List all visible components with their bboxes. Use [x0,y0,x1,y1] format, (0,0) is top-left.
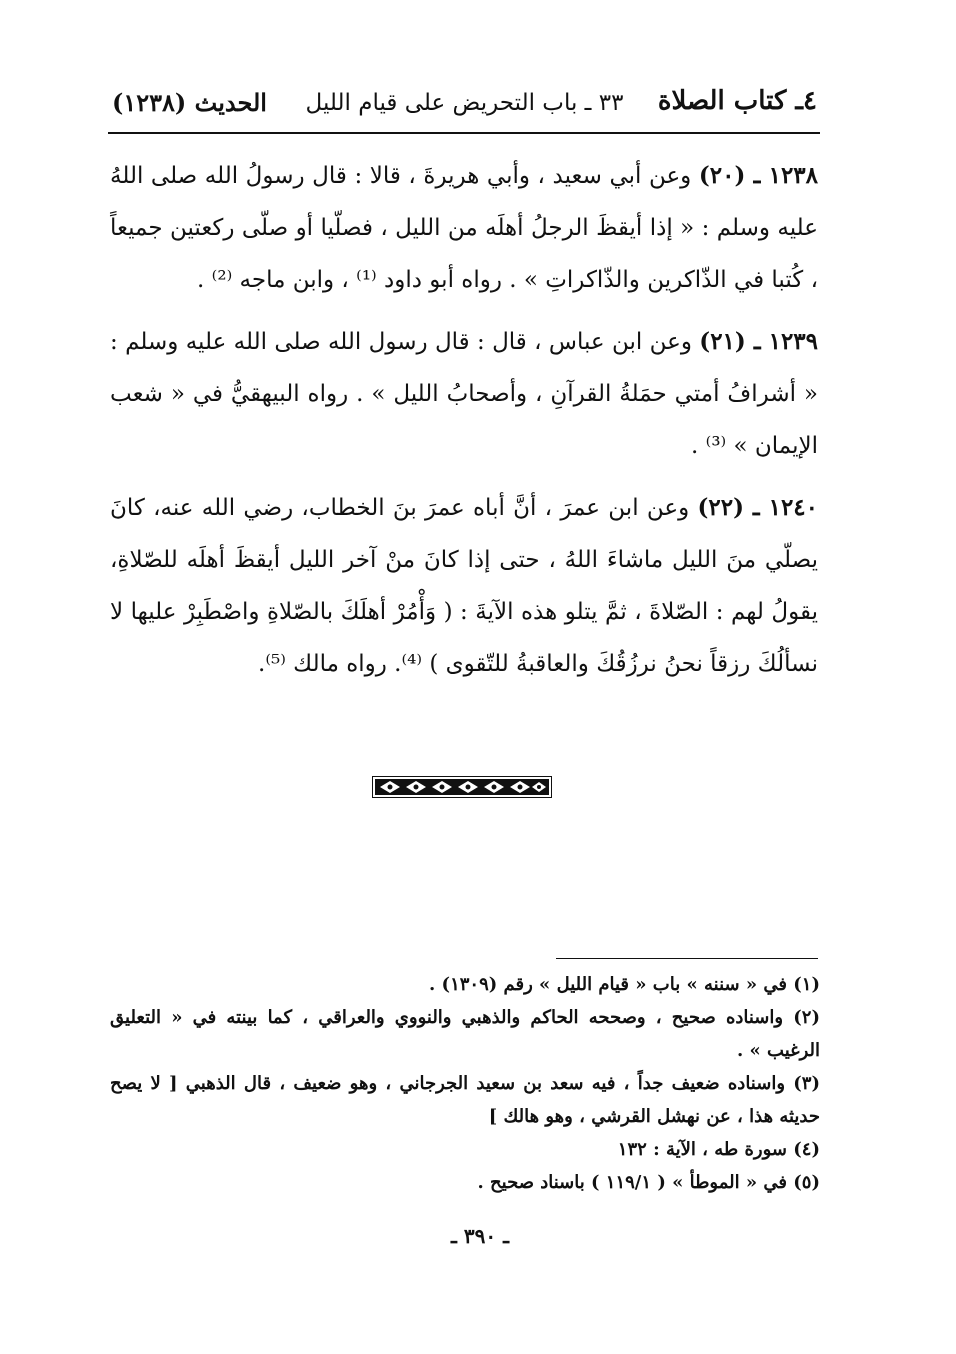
chapter-title: ٣٣ ـ باب التحريض على قيام الليل [305,90,624,116]
header-divider [108,132,820,134]
footnote-2: (٢) واسناده صحيح ، وصححه الحاكم والذهبي والنووي والعراقي ، كما بينته في « التعليق الرغيب » . [110,1007,820,1061]
page-number: ـ ٣٩٠ ـ [451,1224,509,1248]
footnote-divider [556,958,818,959]
section-ornament [372,776,552,798]
hadith-number: ١٢٣٩ ـ (٢١) [699,328,819,355]
hadith-text: وعن ابن عمرَ ، أنَّ أباه عمرَ بنَ الخطاب، رضي الله عنه، كانَ يصلّي منَ الليل ماشاءَ اللهُ ، حتى إذا كانَ منْ آخر الليل أيقظَ أهلَه للصّلاةِ، يقولُ لهم : الصّلاةَ ، ثمَّ يتلو هذه الآيةَ : ( وَأْمُرْ أهلَكَ بالصّلاةِ واصْطَبِرْ عليها لا نسألُكَ رزقاً نحنُ نرزُقُكَ والعاقبةُ للتّقوى ) ⁽⁴⁾. رواه مالك ⁽⁵⁾. [110,495,818,677]
footnote-1: (١) في « سننه » باب « قيام الليل » رقم (١٣٠٩) . [429,974,820,995]
footnotes [110,968,820,1199]
footnote-4: (٤) سورة طه ، الآية : ١٣٢ [617,1139,820,1160]
hadith-text: وعن ابن عباس ، قال : قال رسول الله صلى الله عليه وسلم : « أشرافُ أمتي حمَلةُ القرآنِ ، وأصحابُ الليل » . رواه البيهقيُّ في « شعب الإيمان » ⁽³⁾ . [110,329,818,459]
hadith-number: ١٢٤٠ ـ (٢٢) [697,494,819,521]
hadith-reference: الحديث (١٢٣٨) [112,88,267,117]
footnote-3: (٣) واسناده ضعيف جداً ، فيه سعد بن سعيد الجرجاني ، وهو ضعيف ، قال الذهبي [ لا يصح حديثه هذا ، عن نهشل القرشي ، وهو هالك ] [110,1073,820,1127]
footnote-5: (٥) في « الموطأ » ( ١١٩/١ ) باسناد صحيح . [477,1172,820,1193]
hadith-text: وعن أبي سعيد ، وأبي هريرةَ ، قالا : قال رسولُ الله صلى اللهُ عليه وسلم : « إذا أيقظَ الرجلُ أهلَه من الليل ، فصلّيا أو صلّى ركعتين جميعاً ، كُتبا في الذّاكرين والذّاكراتِ » . رواه أبو داود ⁽¹⁾ ، وابن ماجه ⁽²⁾ . [110,163,818,293]
hadith-1238 [110,150,818,306]
main-text [110,150,818,700]
hadith-1240 [110,482,818,690]
hadith-number: ١٢٣٨ ـ (٢٠) [698,162,819,189]
hadith-1239 [110,316,818,472]
book-title: ٤ـ كتاب الصلاة [657,86,817,116]
page-header [112,86,817,126]
